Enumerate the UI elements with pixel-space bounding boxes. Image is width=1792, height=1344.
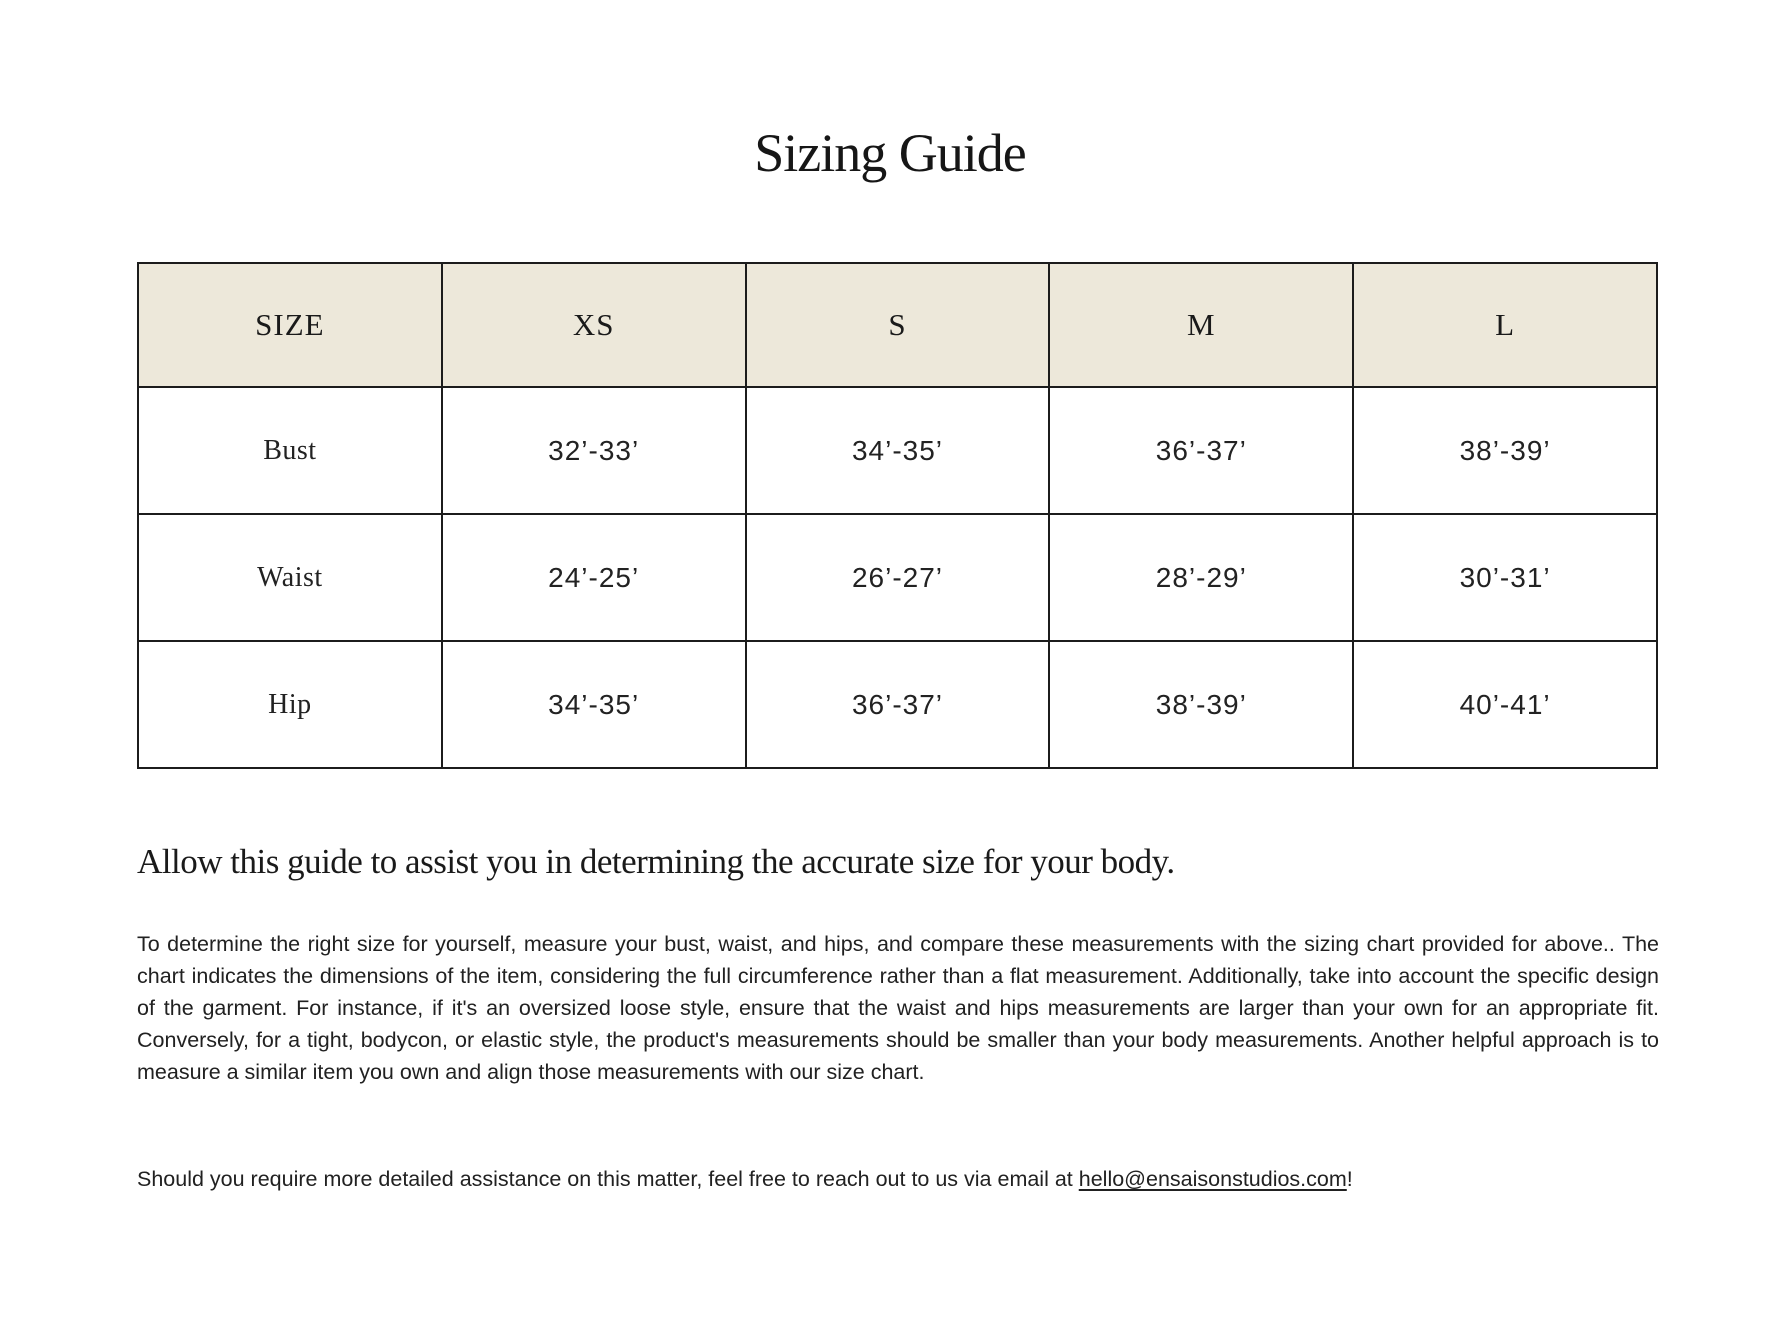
row-label-hip: Hip	[138, 641, 442, 768]
size-value-bust-m: 36’-37’	[1049, 387, 1353, 514]
table-row-waist	[138, 514, 1657, 641]
size-value-waist-xs: 24’-25’	[442, 514, 746, 641]
column-header-size: SIZE	[138, 263, 442, 387]
table-row-hip	[138, 641, 1657, 768]
size-value-waist-s: 26’-27’	[746, 514, 1050, 641]
size-value-bust-s: 34’-35’	[746, 387, 1050, 514]
intro-heading: Allow this guide to assist you in determining the accurate size for your body.	[137, 842, 1175, 881]
size-value-waist-m: 28’-29’	[1049, 514, 1353, 641]
size-value-hip-xs: 34’-35’	[442, 641, 746, 768]
email-link[interactable]: hello@ensaisonstudios.com	[1078, 1167, 1347, 1191]
size-value-hip-l: 40’-41’	[1353, 641, 1657, 768]
size-table	[137, 262, 1658, 769]
size-value-hip-s: 36’-37’	[746, 641, 1050, 768]
column-header-l: L	[1353, 263, 1657, 387]
size-value-bust-l: 38’-39’	[1353, 387, 1657, 514]
contact-prefix: Should you require more detailed assistance on this matter, feel free to reach out to us via email at	[137, 1167, 1079, 1191]
size-value-bust-xs: 32’-33’	[442, 387, 746, 514]
size-value-waist-l: 30’-31’	[1353, 514, 1657, 641]
header-row	[138, 263, 1657, 387]
row-label-bust: Bust	[138, 387, 442, 514]
row-label-waist: Waist	[138, 514, 442, 641]
body-paragraph: To determine the right size for yourself, measure your bust, waist, and hips, and compare these measurements with the sizing chart provided for above.. The chart indicates the dimensions of the item, considering the full circumference rather than a flat measurement. Additionally, take into account the specific design of the garment. For instance, if it's an oversized loose style, ensure that the waist and hips measurements are larger than your own for an appropriate fit. Conversely, for a tight, bodycon, or elastic style, the product's measurements should be smaller than your body measurements. Another helpful approach is to measure a similar item you own and align those measurements with our size chart.	[137, 932, 1659, 1084]
column-header-xs: XS	[442, 263, 746, 387]
table-row-bust	[138, 387, 1657, 514]
contact-text	[137, 1163, 1659, 1195]
size-value-hip-m: 38’-39’	[1049, 641, 1353, 768]
column-header-m: M	[1049, 263, 1353, 387]
page-title: Sizing Guide	[754, 123, 1026, 183]
column-header-s: S	[746, 263, 1050, 387]
contact-suffix: !	[1346, 1167, 1353, 1191]
